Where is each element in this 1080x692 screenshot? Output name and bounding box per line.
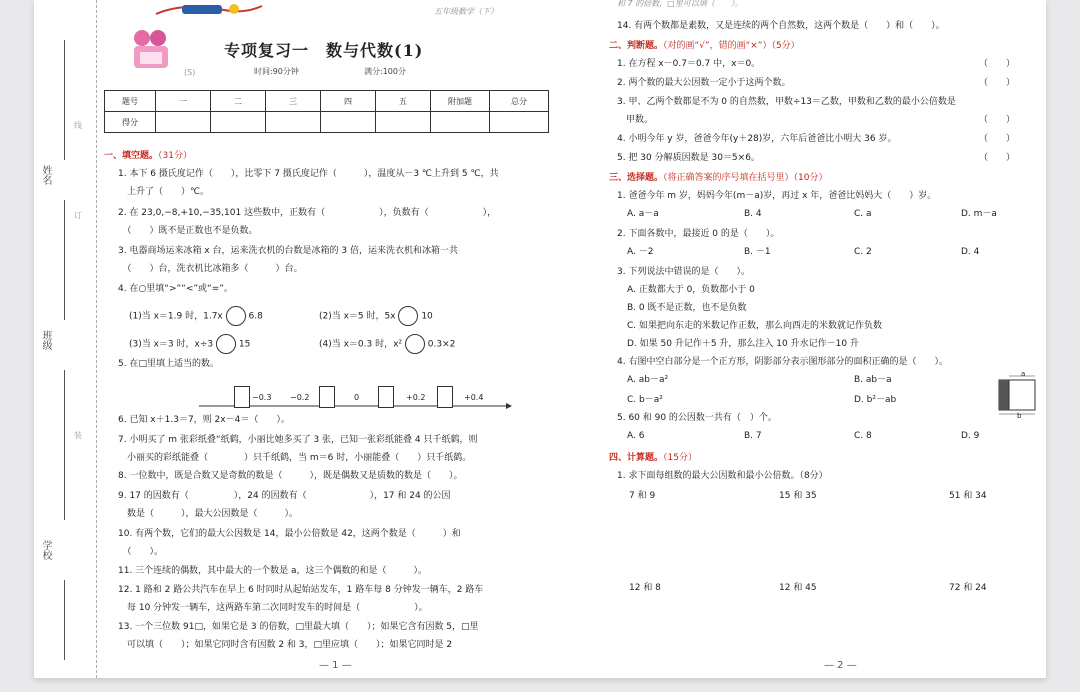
compare-circle[interactable] xyxy=(398,306,418,326)
number-pair: 12 和 8 xyxy=(629,583,661,593)
running-header: 五年级数学（下） xyxy=(434,7,498,16)
question-line: 4. 在○里填“>”“<”或“=”。 xyxy=(118,284,233,294)
question-line: 7. 小明买了 m 张彩纸叠“纸鹤，小丽比她多买了 3 张，已知一张彩纸能叠 4 只千纸鹤，则 xyxy=(118,435,478,445)
compare-circle[interactable] xyxy=(216,334,236,354)
choice-item: 1. 爸爸今年 m 岁，妈妈今年(m－a)岁，再过 x 年，爸爸比妈妈大（ ）岁。 xyxy=(617,191,937,201)
right-top-line: 和 7 的倍数，□里可以填（ ）。 xyxy=(609,0,743,8)
page-code: (S) xyxy=(184,68,196,77)
document-frame xyxy=(34,0,1046,678)
score-cell xyxy=(490,112,549,133)
score-header: 二 xyxy=(211,91,266,112)
numline-label: +0.2 xyxy=(406,393,426,402)
choice-option[interactable]: B. 4 xyxy=(744,209,762,219)
section-note: （15分） xyxy=(663,453,697,463)
section-label: 四、计算题。 xyxy=(609,453,664,463)
score-header: 总分 xyxy=(490,91,549,112)
question-line: 1. 本下 6 摄氏度记作（ ），比零下 7 摄氏度记作（ ），温度从－3 ℃上升到 5 ℃，共 xyxy=(118,169,499,179)
score-table xyxy=(104,90,549,133)
figure-label: a xyxy=(1021,370,1026,378)
section-label: 二、判断题。 xyxy=(609,41,664,51)
number-pair: 12 和 45 xyxy=(779,583,817,593)
score-cell xyxy=(266,112,321,133)
choice-option[interactable]: B. －1 xyxy=(744,247,771,257)
question-line: 12. 1 路和 2 路公共汽车在早上 6 时同时从起始站发车，1 路车每 8 分钟发一辆车，2 路车 xyxy=(118,585,484,595)
question-line: 14. 有两个数都是素数，又是连续的两个自然数，这两个数是（ ）和（ ）。 xyxy=(617,21,945,31)
question-line: 3. 电器商场运来冰箱 x 台，运来洗衣机的台数是冰箱的 3 倍，运来洗衣机和冰箱一共 xyxy=(118,246,458,256)
choice-option[interactable]: D. 9 xyxy=(961,431,980,441)
question-line: 数是（ ），最大公因数是（ ）。 xyxy=(118,509,299,519)
binding-margin xyxy=(34,0,94,678)
compare-item xyxy=(129,334,250,354)
score-cell xyxy=(376,112,431,133)
judge-bracket[interactable]: （ ） xyxy=(979,115,1016,125)
margin-line xyxy=(64,370,65,520)
number-pair: 7 和 9 xyxy=(629,491,656,501)
score-cell xyxy=(431,112,490,133)
question-line: （ ）台，洗衣机比冰箱多（ ）台。 xyxy=(118,264,303,274)
choice-option[interactable]: D. 4 xyxy=(961,247,980,257)
score-header: 题号 xyxy=(105,91,156,112)
class-label: 班级 xyxy=(40,330,51,350)
choice-option[interactable]: D. 如果 50 升记作＋5 升，那么注入 10 升水记作－10 升 xyxy=(627,339,859,349)
score-cell xyxy=(156,112,211,133)
margin-line xyxy=(64,580,65,660)
judge-bracket[interactable]: （ ） xyxy=(979,78,1016,88)
score-header: 五 xyxy=(376,91,431,112)
question-line: 9. 17 的因数有（ ），24 的因数有（ ），17 和 24 的公因 xyxy=(118,491,451,501)
left-page xyxy=(34,0,594,678)
number-pair: 15 和 35 xyxy=(779,491,817,501)
fold-mark: 装 xyxy=(74,431,82,440)
right-page xyxy=(609,0,1046,678)
choice-option[interactable]: C. b－a² xyxy=(627,395,663,405)
number-pair: 51 和 34 xyxy=(949,491,987,501)
question-line: 10. 有两个数，它们的最大公因数是 14，最小公倍数是 42，这两个数是（ ）和 xyxy=(118,529,461,539)
judge-bracket[interactable]: （ ） xyxy=(979,59,1016,69)
choice-option[interactable]: C. 如果把向东走的米数记作正数，那么向西走的米数就记作负数 xyxy=(627,321,883,331)
judge-item: 甲数。 xyxy=(617,115,654,125)
choice-option[interactable]: B. 7 xyxy=(744,431,762,441)
margin-line xyxy=(64,200,65,320)
numline-label: +0.4 xyxy=(464,393,484,402)
calc-intro: 1. 求下面每组数的最大公因数和最小公倍数。（8分） xyxy=(617,471,828,481)
choice-option[interactable]: A. a－a xyxy=(627,209,659,219)
score-row-label: 得分 xyxy=(105,112,156,133)
question-line: 上升了（ ）℃。 xyxy=(118,187,210,197)
compare-expr: (3)当 x＝3 时，x÷3 xyxy=(129,339,214,350)
judge-item: 5. 把 30 分解质因数是 30＝5×6。 xyxy=(617,153,760,163)
question-line: 2. 在 23,0,−8,+10,−35,101 这些数中，正数有（ ），负数有（ ）， xyxy=(118,208,497,218)
section-note: （对的画“√”，错的画“×”）（5分） xyxy=(663,41,800,51)
question-line: 小丽买的彩纸能叠（ ）只千纸鹤，当 m＝6 时，小丽能叠（ ）只千纸鹤。 xyxy=(118,453,472,463)
compare-item xyxy=(319,306,433,326)
choice-item: 4. 右图中空白部分是一个正方形，阴影部分表示图形部分的面积正确的是（ ）。 xyxy=(617,357,948,367)
question-line: 可以填（ ）；如果它同时含有因数 2 和 3，□里应填（ ）；如果它同时是 2 xyxy=(118,640,453,650)
compare-value: 0.3×2 xyxy=(427,339,456,350)
choice-item: 3. 下列说法中错误的是（ ）。 xyxy=(617,267,750,277)
score-cell xyxy=(211,112,266,133)
score-cell xyxy=(321,112,376,133)
choice-option[interactable]: C. a xyxy=(854,209,872,219)
school-label: 学校 xyxy=(40,540,51,560)
compare-value: 15 xyxy=(238,339,251,350)
compare-item xyxy=(319,334,455,354)
choice-item: 5. 60 和 90 的公因数一共有（ ）个。 xyxy=(617,413,777,423)
section-title xyxy=(104,150,192,162)
judge-item: 4. 小明今年 y 岁，爸爸今年(y＋28)岁，六年后爸爸比小明大 36 岁。 xyxy=(617,134,897,144)
compare-expr: (2)当 x＝5 时，5x xyxy=(319,311,396,322)
judge-item: 2. 两个数的最大公因数一定小于这两个数。 xyxy=(617,78,791,88)
margin-line xyxy=(64,40,65,160)
choice-option[interactable]: A. 6 xyxy=(627,431,645,441)
page-number: — 2 — xyxy=(824,660,857,671)
question-line: （ ）。 xyxy=(118,547,164,557)
compare-expr: (4)当 x＝0.3 时，x² xyxy=(319,339,403,350)
section-title xyxy=(609,40,800,52)
answer-box[interactable] xyxy=(437,386,453,408)
answer-box[interactable] xyxy=(378,386,394,408)
fold-mark: 订 xyxy=(74,211,82,220)
section-title xyxy=(609,172,827,184)
section-label: 三、选择题。 xyxy=(609,173,664,183)
choice-option[interactable]: B. 0 既不是正数，也不是负数 xyxy=(627,303,747,313)
choice-option[interactable]: C. 2 xyxy=(854,247,872,257)
question-line: （ ）既不是正数也不是负数。 xyxy=(118,226,258,236)
compare-value: 10 xyxy=(421,311,433,322)
section-note: （将正确答案的序号填在括号里）（10分） xyxy=(663,173,828,183)
answer-box[interactable] xyxy=(234,386,250,408)
page-title: 专项复习一 数与代数(1) xyxy=(224,41,424,60)
compare-value: 6.8 xyxy=(248,311,263,322)
judge-item: 3. 甲、乙两个数都是不为 0 的自然数，甲数÷13＝乙数，甲数和乙数的最小公倍数是 xyxy=(617,97,956,107)
question-line: 5. 在□里填上适当的数。 xyxy=(118,359,219,369)
choice-option[interactable]: D. m－a xyxy=(961,209,997,219)
compare-item xyxy=(129,306,263,326)
question-line: 11. 三个连续的偶数，其中最大的一个数是 a，这三个偶数的和是（ ）。 xyxy=(118,566,428,576)
choice-option[interactable]: A. ab－a² xyxy=(627,375,669,385)
choice-option[interactable]: B. ab－a xyxy=(854,375,892,385)
time-limit: 时间:90分钟 xyxy=(254,67,299,76)
choice-option[interactable]: C. 8 xyxy=(854,431,872,441)
score-header: 附加题 xyxy=(431,91,490,112)
judge-item: 1. 在方程 x－0.7＝0.7 中，x＝0。 xyxy=(617,59,761,69)
section-note: （31分） xyxy=(158,151,192,161)
compare-expr: (1)当 x＝1.9 时，1.7x xyxy=(129,311,223,322)
cut-line xyxy=(96,0,97,678)
compare-circle[interactable] xyxy=(226,306,246,326)
numline-label: 0 xyxy=(354,393,360,402)
name-label: 姓名 xyxy=(40,165,51,185)
numline-label: −0.3 xyxy=(252,393,272,402)
fold-mark: 线 xyxy=(74,121,82,130)
brand-logo xyxy=(154,0,264,18)
judge-bracket[interactable]: （ ） xyxy=(979,134,1016,144)
question-line: 6. 已知 x＋1.3＝7，则 2x－4＝（ ）。 xyxy=(118,415,290,425)
score-header: 四 xyxy=(321,91,376,112)
choice-item: 2. 下面各数中，最接近 0 的是（ ）。 xyxy=(617,229,780,239)
choice-option[interactable]: D. b²－ab xyxy=(854,395,897,405)
section-title xyxy=(609,452,697,464)
full-score: 满分:100分 xyxy=(364,67,406,76)
number-pair: 72 和 24 xyxy=(949,583,987,593)
kids-illustration xyxy=(126,26,176,70)
page-number: — 1 — xyxy=(319,660,352,671)
question-line: 13. 一个三位数 91□，如果它是 3 的倍数，□里最大填（ ）；如果它含有因数 5，□里 xyxy=(118,622,479,632)
choice-option[interactable]: A. －2 xyxy=(627,247,654,257)
figure-label: b xyxy=(1017,412,1022,420)
score-header: 三 xyxy=(266,91,321,112)
question-line: 8. 一位数中，既是合数又是奇数的数是（ ），既是偶数又是质数的数是（ ）。 xyxy=(118,471,463,481)
question-line: 每 10 分钟发一辆车，这两路车第二次同时发车的时间是（ ）。 xyxy=(118,603,428,613)
choice-option[interactable]: A. 正数都大于 0，负数都小于 0 xyxy=(627,285,755,295)
section-label: 一、填空题。 xyxy=(104,151,159,161)
numline-label: −0.2 xyxy=(290,393,310,402)
compare-circle[interactable] xyxy=(405,334,425,354)
score-header: 一 xyxy=(156,91,211,112)
judge-bracket[interactable]: （ ） xyxy=(979,153,1016,163)
answer-box[interactable] xyxy=(319,386,335,408)
